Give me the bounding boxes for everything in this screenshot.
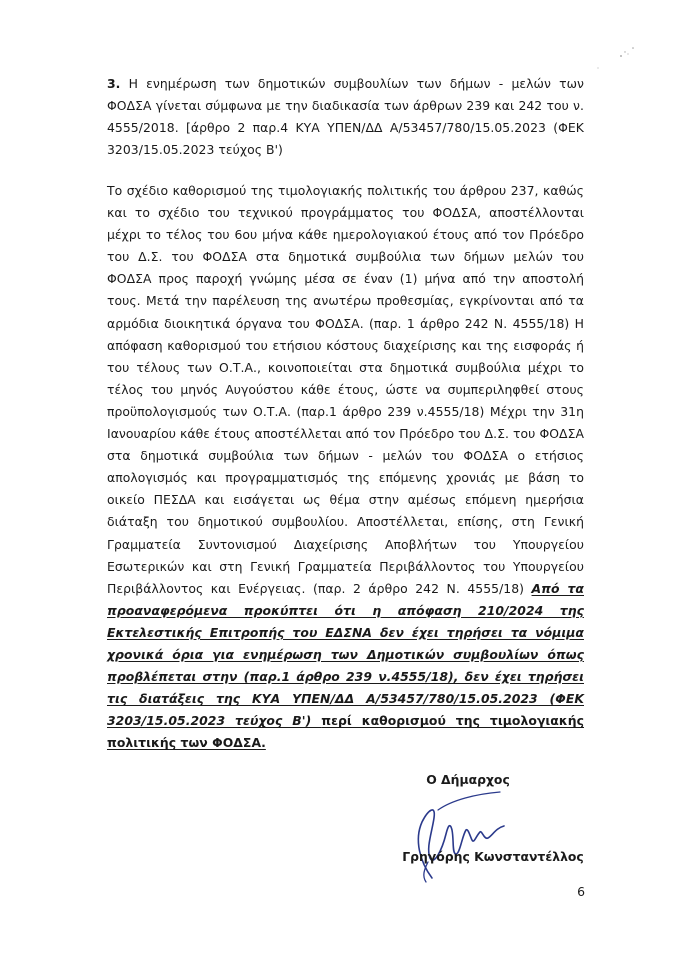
handwritten-signature bbox=[392, 770, 522, 890]
paragraph-text: Το σχέδιο καθορισμού της τιμολογιακής πολιτικής του άρθρου 237, καθώς και το σχέδιο του τεχνικού προγράμματος του ΦΟΔΣΑ, αποστέλλονται μέχρι το τέλος του 6ου μήνα κάθε ημερολογιακού έτους από τον Πρόεδρο του Δ.Σ. του ΦΟΔΣΑ στα δημοτικά συμβούλια των δήμων μελών του ΦΟΔΣΑ προς παροχή γνώμης μέσα σε έναν (1) μήνα από την αποστολή τους. Μετά την παρέλευση της ανωτέρω προθεσμίας, εγκρίνονται από τα αρμόδια διοικητικά όργανα του ΦΟΔΣΑ. (παρ. 1 άρθρο 242 Ν. 4555/18) Η απόφαση καθορισμού του ετήσιου κόστους διαχείρισης και της εισφοράς ή του τέλους των Ο.Τ.Α., κοινοποιείται στα δημοτικά συμβούλια μέχρι το τέλος του μηνός Αυγούστου κάθε έτους, ώστε να συμπεριληφθεί στους προϋπολογισμούς των Ο.Τ.Α. (παρ.1 άρθρο 239 ν.4555/18) Μέχρι την 31η Ιανουαρίου κάθε έτους αποστέλλεται από τον Πρόεδρο του Δ.Σ. του ΦΟΔΣΑ στα δημοτικά συμβούλια των δήμων - μελών του ΦΟΔΣΑ ο ετήσιος απολογισμός και προγραμματισμός της επόμενης χρονιάς με βάση το οικείο ΠΕΣΔΑ και εισάγεται ως θέμα στην αμέσως επόμενη ημερήσια διάταξη του δημοτικού συμβουλίου. Αποστέλλεται, επίσης, στη Γενική Γραμματεία Συντονισμού Διαχείρισης Αποβλήτων του Υπουργείου Εσωτερικών και στη Γενική Γραμματεία Περιβάλλοντος του Υπουργείου Περιβάλλοντος και Ενέργειας. (παρ. 2 άρθρο 242 Ν. 4555/18) bbox=[107, 183, 584, 596]
conclusion-emphasis: Από τα προαναφερόμενα προκύπτει ότι η απόφαση 210/2024 της Εκτελεστικής Επιτροπής του ΕΔΣΝΑ δεν έχει τηρήσει τα νόμιμα χρονικά όρια για ενημέρωση των Δημοτικών συμβουλίων όπως προβλέπεται στην (παρ.1 άρθρο 239 ν.4555/18), δεν έχει τηρήσει τις διατάξεις της ΚΥΑ ΥΠΕΝ/ΔΔ Α/53457/780/15.05.2023 (ΦΕΚ 3203/15.05.2023 τεύχος Β') bbox=[107, 580, 584, 729]
paragraph-procedure bbox=[107, 180, 584, 754]
signatory-name: Γρηγόρης Κωνσταντέλλος bbox=[402, 849, 584, 864]
page-number: 6 bbox=[577, 884, 585, 899]
paragraph-section-3 bbox=[107, 73, 584, 161]
conclusion-emphasis-tail: περί καθορισμού της τιμολογιακής πολιτικής των ΦΟΔΣΑ. bbox=[107, 713, 584, 751]
section-number: 3. bbox=[107, 76, 121, 91]
paragraph-text: Η ενημέρωση των δημοτικών συμβουλίων των δήμων - μελών των ΦΟΔΣΑ γίνεται σύμφωνα με την διαδικασία των άρθρων 239 και 242 του ν. 4555/2018. [άρθρο 2 παρ.4 ΚΥΑ ΥΠΕΝ/ΔΔ Α/53457/780/15.05.2023 (ΦΕΚ 3203/15.05.2023 τεύχος Β') bbox=[107, 76, 584, 158]
scan-speck-marks bbox=[595, 40, 635, 70]
signature-title: Ο Δήμαρχος bbox=[426, 772, 510, 787]
